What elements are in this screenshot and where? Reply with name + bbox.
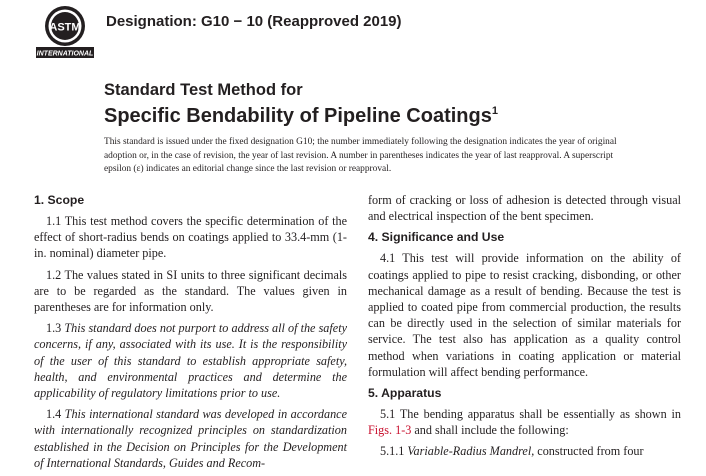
paragraph-5-1-1-term: Variable-Radius Mandrel,	[407, 444, 535, 459]
title-line-2-text: Specific Bendability of Pipeline Coatings	[104, 105, 492, 127]
paragraph-1-3-text: This standard does not purport to address all of the safety concerns, if any, associated with its use. It is the responsibility of the user of this standard to establish appropriate safety, health, and environmental practices and determine the applicability of regulatory limitations prior to use.	[34, 321, 347, 401]
paragraph-1-4-text: This international standard was developed in accordance with internationally recognized principles on standardization established in the Decision on Principles for the Development of International Standards, Guides and Recom-	[34, 407, 348, 470]
designation: Designation: G10 − 10 (Reapproved 2019)	[106, 13, 402, 30]
paragraph-1-2: 1.2 The values stated in SI units to three significant decimals are to be regarded as the standard. The values given in parentheses are for information only.	[34, 267, 347, 315]
paragraph-1-3-number: 1.3	[46, 321, 62, 336]
paragraph-5-1-1	[368, 443, 681, 459]
paragraph-5-1-text: 5.1 The bending apparatus shall be essentially as shown in	[380, 407, 681, 422]
figures-link[interactable]: Figs. 1-3	[368, 423, 412, 438]
paragraph-1-4-number: 1.4	[46, 407, 62, 422]
paragraph-5-1-1-text: constructed from four	[537, 444, 644, 459]
title-line-2	[104, 100, 664, 127]
left-column	[34, 192, 347, 476]
paragraph-5-1-text-end: and shall include the following:	[414, 423, 569, 438]
paragraph-5-1-1-number: 5.1.1	[380, 444, 405, 459]
paragraph-1-4	[34, 406, 347, 471]
right-column	[368, 192, 681, 465]
paragraph-1-3	[34, 320, 347, 401]
issuance-notice: This standard is issued under the fixed designation G10; the number immediately following the designation indicates the year of original adoption or, in the case of revision, the year of last revision. A number in parentheses indicates the year of last reapproval. A superscript epsilon (ε) indicates an editorial change since the last revision or reapproval.	[104, 137, 617, 174]
logo-subtext: INTERNATIONAL	[36, 50, 94, 58]
document-title	[104, 80, 664, 127]
title-line-1: Standard Test Method for	[104, 81, 303, 99]
title-footnote-mark: 1	[491, 105, 498, 117]
scope-heading: 1. Scope	[34, 193, 85, 207]
astm-logo-icon	[34, 4, 96, 60]
continuation-paragraph: form of cracking or loss of adhesion is detected through visual and electrical inspection of the bent specimen.	[368, 193, 681, 224]
paragraph-1-1: 1.1 This test method covers the specific determination of the effect of short-radius bends on coatings applied to 33.4-mm (1-in. nominal) diameter pipe.	[34, 214, 347, 261]
logo-text: ASTM	[49, 21, 81, 34]
paragraph-4-1: 4.1 This test will provide information on the ability of coatings applied to pipe to resist cracking, disbonding, or other mechanical damage as a result of bending. Because the test is applied to coated pipe from commercial production, the results can be directly used in the selection of similar materials for service. The test also has application as a quality control method when variations in coating application or material formulation will affect bending performance.	[368, 251, 681, 379]
apparatus-heading: 5. Apparatus	[368, 386, 442, 401]
significance-heading: 4. Significance and Use	[368, 230, 505, 245]
